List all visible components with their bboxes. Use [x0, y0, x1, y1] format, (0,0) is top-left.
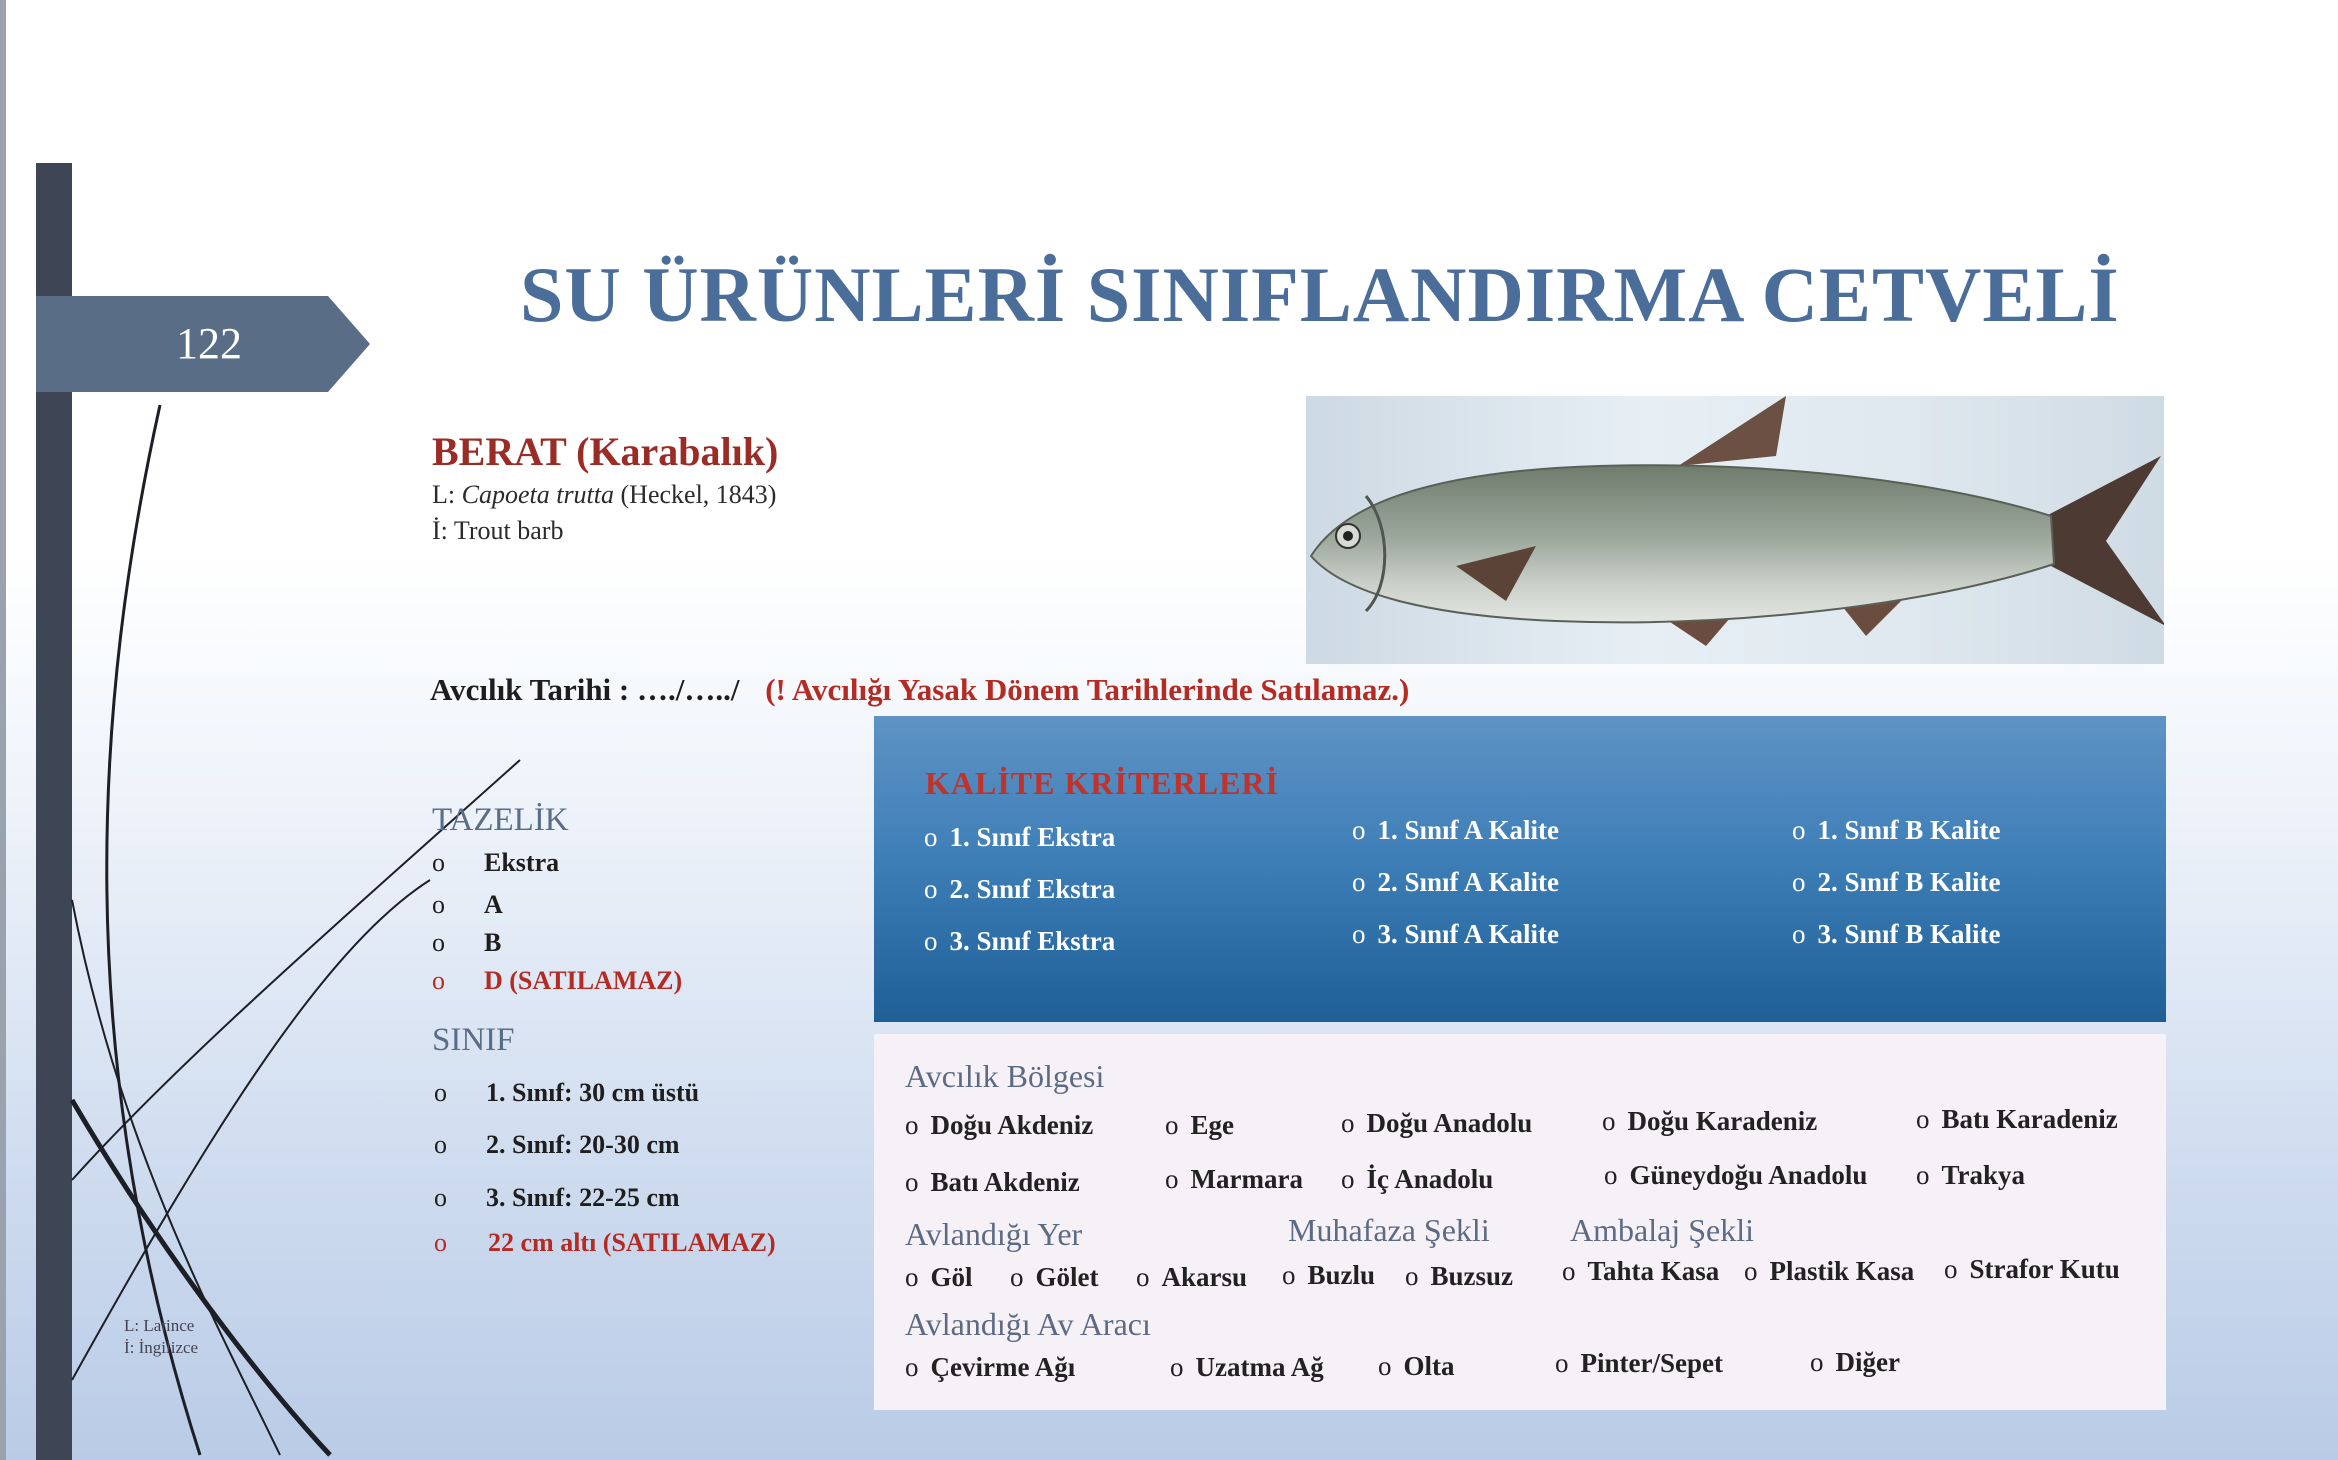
region-label: Batı Karadeniz	[1941, 1104, 2118, 1134]
bullet: o	[1010, 1262, 1024, 1292]
bullet: o	[1744, 1256, 1758, 1286]
fish-photo	[1306, 396, 2164, 664]
freshness-ekstra	[432, 848, 559, 878]
gear-label: Çevirme Ağı	[930, 1352, 1076, 1382]
size-label: 2. Sınıf: 20-30 cm	[486, 1130, 680, 1159]
bullet: o	[1792, 815, 1806, 845]
region-item	[1602, 1106, 1817, 1137]
quality-item	[924, 874, 1115, 905]
bullet: o	[924, 822, 938, 852]
freshness-label: D (SATILAMAZ)	[484, 966, 683, 995]
size-class-1	[434, 1078, 699, 1108]
size-label: 1. Sınıf: 30 cm üstü	[486, 1078, 700, 1107]
size-class-2	[434, 1130, 680, 1160]
place-label: Gölet	[1035, 1262, 1099, 1292]
bullet: o	[1792, 919, 1806, 949]
quality-item	[1352, 867, 1559, 898]
gear-label: Diğer	[1835, 1347, 1900, 1377]
catch-date-label: Avcılık Tarihi : …./…../	[430, 672, 740, 707]
bullet: o	[905, 1167, 919, 1197]
packaging-item	[1944, 1254, 2120, 1285]
bullet: o	[905, 1352, 919, 1382]
size-heading: SINIF	[432, 1022, 515, 1058]
page-title: SU ÜRÜNLERİ SINIFLANDIRMA CETVELİ	[520, 251, 2120, 338]
region-label: Güneydoğu Anadolu	[1629, 1160, 1868, 1190]
bullet: o	[1555, 1348, 1569, 1378]
bullet: o	[434, 1228, 447, 1257]
bullet: o	[905, 1110, 919, 1140]
region-item	[1165, 1110, 1234, 1141]
bullet: o	[1944, 1254, 1958, 1284]
gear-item	[1555, 1348, 1723, 1379]
quality-item	[1352, 815, 1559, 846]
region-item	[905, 1167, 1080, 1198]
preservation-item	[1405, 1261, 1513, 1292]
packaging-label: Strafor Kutu	[1969, 1254, 2120, 1284]
gear-item	[1810, 1347, 1900, 1378]
quality-item	[1792, 919, 2001, 950]
bullet: o	[434, 1130, 447, 1159]
bullet: o	[1170, 1352, 1184, 1382]
bullet: o	[432, 966, 445, 995]
region-item	[1165, 1164, 1303, 1195]
region-heading: Avcılık Bölgesi	[905, 1058, 1105, 1094]
gear-item	[905, 1352, 1075, 1383]
bullet: o	[1352, 815, 1366, 845]
quality-item	[924, 822, 1115, 853]
region-item	[1916, 1160, 2025, 1191]
bullet: o	[924, 926, 938, 956]
catch-date-row	[430, 672, 1409, 708]
size-label: 22 cm altı (SATILAMAZ)	[488, 1228, 776, 1257]
region-item	[1341, 1164, 1493, 1195]
catch-date-warning: (! Avcılığı Yasak Dönem Tarihlerinde Satılamaz.)	[765, 672, 1410, 707]
caught-place-heading: Avlandığı Yer	[905, 1216, 1083, 1252]
bullet: o	[1341, 1108, 1355, 1138]
freshness-heading: TAZELİK	[432, 802, 569, 838]
bullet: o	[432, 848, 445, 877]
size-class-under	[434, 1228, 776, 1258]
bullet: o	[1562, 1256, 1576, 1286]
bullet: o	[1916, 1160, 1930, 1190]
page-number: 122	[176, 319, 242, 368]
freshness-d	[432, 966, 682, 996]
bullet: o	[432, 890, 445, 919]
bullet: o	[1916, 1104, 1930, 1134]
bullet: o	[434, 1078, 447, 1107]
quality-label: 3. Sınıf B Kalite	[1817, 919, 2001, 949]
packaging-label: Plastik Kasa	[1769, 1256, 1915, 1286]
packaging-heading: Ambalaj Şekli	[1570, 1212, 1754, 1248]
species-name: BERAT (Karabalık)	[432, 429, 779, 474]
bullet: o	[1602, 1106, 1616, 1136]
region-label: Doğu Akdeniz	[930, 1110, 1094, 1140]
gear-label: Uzatma Ağ	[1195, 1352, 1324, 1382]
bullet: o	[1352, 919, 1366, 949]
quality-label: 2. Sınıf B Kalite	[1817, 867, 2001, 897]
gear-heading: Avlandığı Av Aracı	[905, 1306, 1151, 1342]
bullet: o	[1604, 1160, 1618, 1190]
latin-name-line	[432, 480, 776, 510]
freshness-label: Ekstra	[484, 848, 560, 877]
quality-item	[1352, 919, 1559, 950]
region-label: Ege	[1190, 1110, 1234, 1140]
region-label: Doğu Anadolu	[1366, 1108, 1533, 1138]
bullet: o	[1792, 867, 1806, 897]
quality-label: 1. Sınıf A Kalite	[1377, 815, 1560, 845]
size-label: 3. Sınıf: 22-25 cm	[486, 1183, 680, 1212]
gear-item	[1378, 1351, 1455, 1382]
bullet: o	[1165, 1164, 1179, 1194]
region-label: Batı Akdeniz	[930, 1167, 1080, 1197]
quality-label: 3. Sınıf A Kalite	[1377, 919, 1560, 949]
region-item	[1916, 1104, 2118, 1135]
latin-prefix: L:	[432, 480, 456, 509]
region-item	[1604, 1160, 1867, 1191]
preservation-heading: Muhafaza Şekli	[1288, 1212, 1490, 1248]
quality-item	[924, 926, 1115, 957]
bullet: o	[1810, 1347, 1824, 1377]
quality-label: 2. Sınıf A Kalite	[1377, 867, 1560, 897]
bullet: o	[1136, 1262, 1150, 1292]
bullet: o	[432, 928, 445, 957]
legend-english: İ: İngilizce	[124, 1338, 199, 1357]
gear-label: Pinter/Sepet	[1580, 1348, 1723, 1378]
quality-label: 3. Sınıf Ekstra	[949, 926, 1116, 956]
place-item	[1136, 1262, 1247, 1293]
place-label: Akarsu	[1161, 1262, 1248, 1292]
gear-label: Olta	[1403, 1351, 1455, 1381]
bullet: o	[1165, 1110, 1179, 1140]
freshness-b	[432, 928, 501, 958]
region-label: Doğu Karadeniz	[1627, 1106, 1818, 1136]
quality-label: 1. Sınıf B Kalite	[1817, 815, 2001, 845]
freshness-label: A	[484, 890, 503, 919]
bullet: o	[1352, 867, 1366, 897]
quality-item	[1792, 815, 2001, 846]
packaging-item	[1562, 1256, 1719, 1287]
place-item	[905, 1262, 973, 1293]
bullet: o	[905, 1262, 919, 1292]
size-class-3	[434, 1183, 680, 1213]
bullet: o	[1341, 1164, 1355, 1194]
quality-label: 2. Sınıf Ekstra	[949, 874, 1116, 904]
region-item	[1341, 1108, 1532, 1139]
place-item	[1010, 1262, 1098, 1293]
freshness-a	[432, 890, 503, 920]
gear-item	[1170, 1352, 1324, 1383]
latin-author: (Heckel, 1843)	[620, 480, 777, 509]
preservation-item	[1282, 1260, 1375, 1291]
bullet: o	[1405, 1261, 1419, 1291]
place-label: Göl	[930, 1262, 973, 1292]
packaging-label: Tahta Kasa	[1587, 1256, 1720, 1286]
fish-icon	[1306, 396, 2164, 664]
region-label: Marmara	[1190, 1164, 1303, 1194]
freshness-label: B	[484, 928, 502, 957]
bullet: o	[434, 1183, 447, 1212]
legend-latin: L: Latince	[124, 1316, 195, 1335]
preservation-label: Buzsuz	[1430, 1261, 1514, 1291]
quality-label: 1. Sınıf Ekstra	[949, 822, 1116, 852]
english-name: İ: Trout barb	[432, 516, 564, 545]
bullet: o	[1282, 1260, 1296, 1290]
region-label: Trakya	[1941, 1160, 2026, 1190]
region-item	[905, 1110, 1093, 1141]
region-label: İç Anadolu	[1366, 1164, 1494, 1194]
bullet: o	[1378, 1351, 1392, 1381]
latin-name: Capoeta trutta	[461, 480, 615, 509]
packaging-item	[1744, 1256, 1914, 1287]
bullet: o	[924, 874, 938, 904]
quality-heading: KALİTE KRİTERLERİ	[925, 765, 1279, 801]
preservation-label: Buzlu	[1307, 1260, 1376, 1290]
quality-item	[1792, 867, 2001, 898]
